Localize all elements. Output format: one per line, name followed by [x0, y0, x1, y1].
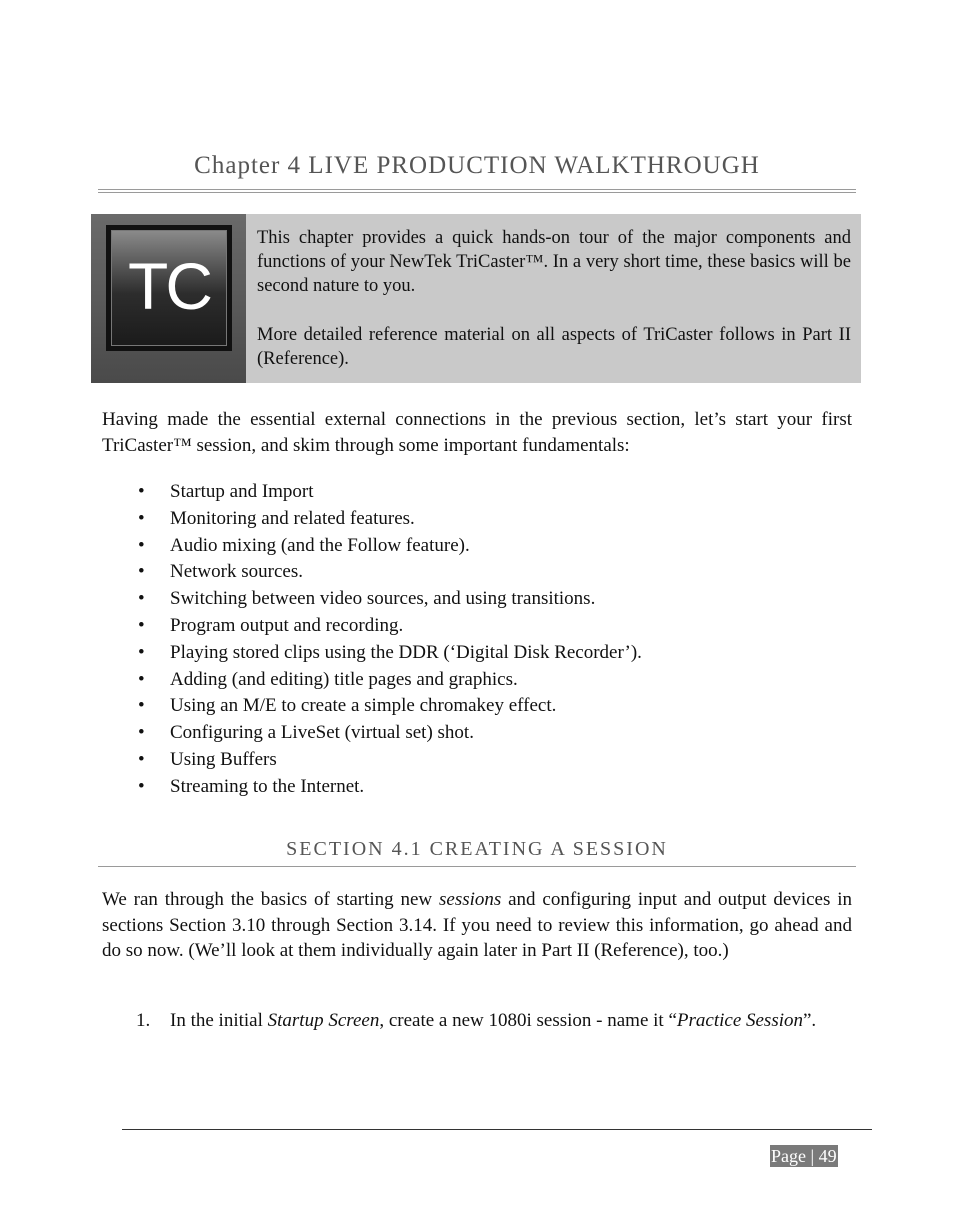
chapter-title: Chapter 4 LIVE PRODUCTION WALKTHROUGH	[194, 152, 760, 179]
text-run-italic: Startup Screen	[267, 1010, 380, 1031]
text-run: ”.	[803, 1010, 817, 1031]
tc-logo-face	[111, 230, 227, 346]
text-run: , create a new 1080i session - name it “	[379, 1010, 677, 1031]
tc-logo-icon	[106, 225, 232, 351]
tc-logo-text: TC	[128, 249, 210, 323]
list-item: • Streaming to the Internet.	[102, 774, 852, 801]
footer-rule	[122, 1129, 872, 1130]
section-title: SECTION 4.1 CREATING A SESSION	[286, 838, 668, 860]
intro-paragraph: This chapter provides a quick hands-on tour of the major components and functions of your NewTek TriCaster™. In a very short time, these basics will be second nature to you.	[257, 228, 851, 296]
section-paragraph-text	[102, 887, 852, 964]
text-run: In the initial	[170, 1010, 268, 1031]
list-item: • Playing stored clips using the DDR (‘Digital Disk Recorder’).	[102, 640, 852, 667]
text-run-italic: sessions	[439, 889, 502, 910]
page-number: Page | 49	[771, 1146, 837, 1166]
intro-box	[91, 214, 861, 383]
list-item: • Monitoring and related features.	[102, 506, 852, 533]
list-item: • Program output and recording.	[102, 613, 852, 640]
intro-paragraph: More detailed reference material on all aspects of TriCaster follows in Part II (Reference).	[257, 325, 851, 369]
fundamentals-list	[102, 479, 852, 801]
step-text	[170, 1008, 852, 1034]
list-item: • Using an M/E to create a simple chromakey effect.	[102, 693, 852, 720]
section-paragraph	[102, 887, 852, 964]
text-run: and configuring input and output devices in sections Section 3.10 through Section 3.14. If you need to review this information, go ahead and do so now. (We’ll look at them individually again later in Part II (Reference), too.)	[102, 889, 853, 961]
tc-logo-panel	[91, 214, 246, 383]
section-title-rule	[98, 866, 856, 867]
list-item: • Network sources.	[102, 559, 852, 586]
text-run: We ran through the basics of starting new	[102, 889, 439, 910]
numbered-step	[102, 1008, 852, 1034]
list-item: • Configuring a LiveSet (virtual set) shot.	[102, 720, 852, 747]
lead-paragraph-text: Having made the essential external connections in the previous section, let’s start your first TriCaster™ session, and skim through some important fundamentals:	[102, 409, 852, 456]
list-item: • Startup and Import	[102, 479, 852, 506]
intro-text	[257, 226, 851, 396]
list-item: • Audio mixing (and the Follow feature).	[102, 533, 852, 560]
list-item: • Adding (and editing) title pages and graphics.	[102, 667, 852, 694]
list-item: • Using Buffers	[102, 747, 852, 774]
lead-paragraph	[102, 407, 852, 458]
text-run-italic: Practice Session	[676, 1010, 803, 1031]
chapter-title-rule	[98, 189, 856, 193]
list-item: • Switching between video sources, and using transitions.	[102, 586, 852, 613]
step-number: 1.	[136, 1010, 151, 1031]
